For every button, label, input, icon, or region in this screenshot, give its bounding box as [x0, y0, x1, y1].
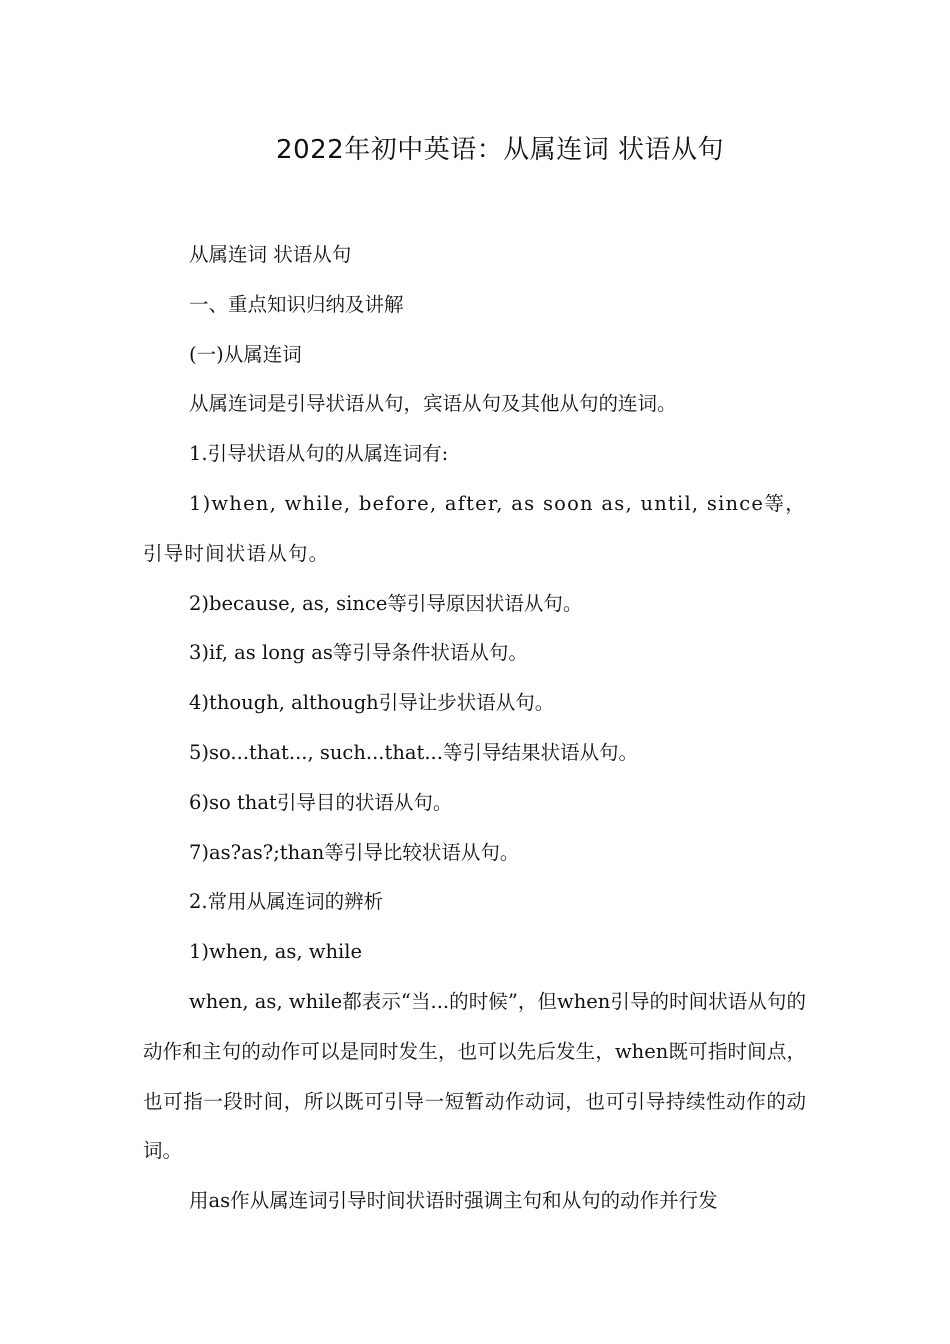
paragraph-as-usage: 用as作从属连词引导时间状语时强调主句和从句的动作并行发 [189, 1189, 718, 1213]
paragraph-subsection-1: (一)从属连词 [189, 342, 302, 366]
document-body [143, 230, 806, 1226]
paragraph-heading: 从属连词 状语从句 [189, 243, 352, 266]
paragraph-item-7: 7)as?as?;than等引导比较状语从句。 [189, 840, 520, 864]
paragraph-definition: 从属连词是引导状语从句，宾语从句及其他从句的连词。 [189, 392, 677, 416]
paragraph-item-2: 2)because, as, since等引导原因状语从句。 [189, 591, 583, 615]
paragraph-explanation: when, as, while都表示“当...的时候”，但when引导的时间状语从句的动作和主句的动作可以是同时发生，也可以先后发生，when既可指时间点，也可指一段时间，所以既可引导一短暂动作动词，也可引导持续性动作的动词。 [143, 989, 806, 1163]
paragraph-item-4: 4)though, although引导让步状语从句。 [189, 691, 555, 715]
paragraph-point-2: 2.常用从属连词的辨析 [189, 890, 384, 914]
paragraph-item-6: 6)so that引导目的状语从句。 [189, 790, 453, 814]
paragraph-item-5: 5)so...that..., such...that...等引导结果状语从句。 [189, 740, 638, 764]
paragraph-subpoint-1: 1)when, as, while [189, 940, 363, 964]
paragraph-point-1: 1.引导状语从句的从属连词有: [189, 442, 449, 466]
paragraph-item-1: 1)when, while, before, after, as soon as, until, since等，引导时间状语从句。 [143, 491, 806, 565]
paragraph-section-1: 一、重点知识归纳及讲解 [189, 292, 404, 316]
document-title: 2022年初中英语：从属连词 状语从句 [276, 135, 724, 165]
paragraph-item-3: 3)if, as long as等引导条件状语从句。 [189, 641, 528, 665]
